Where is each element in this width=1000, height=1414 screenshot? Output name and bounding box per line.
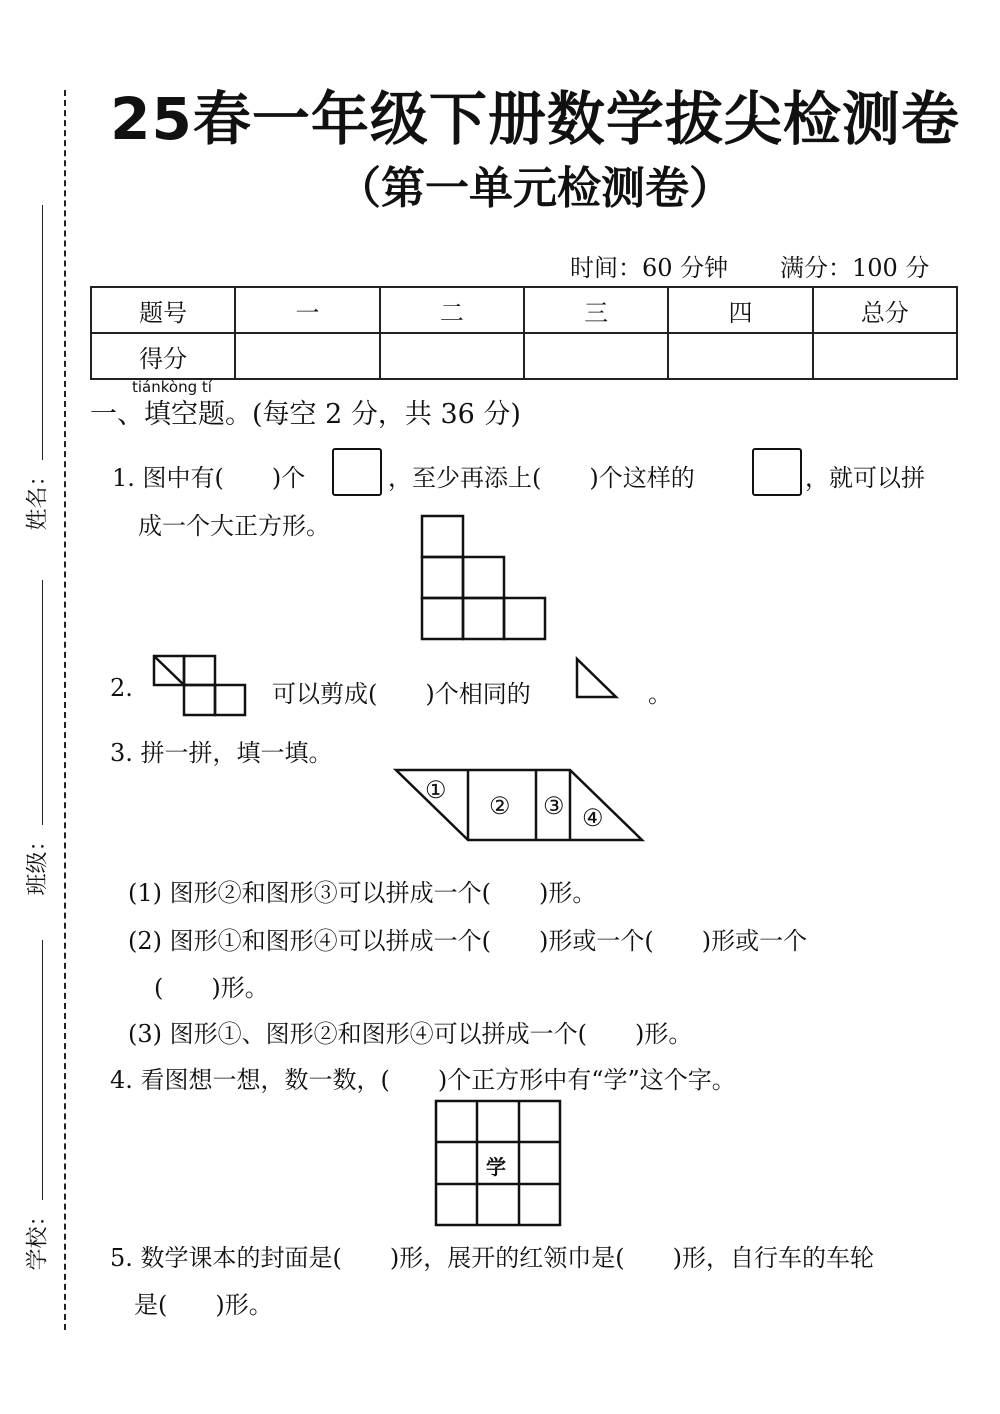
triangle-icon — [574, 656, 622, 700]
score-table-header-row — [91, 287, 957, 333]
school-label: 学校： — [25, 1204, 51, 1271]
header-cell: 四 — [668, 287, 812, 333]
q1-text-line2: 成一个大正方形。 — [138, 512, 330, 540]
q5-line2: 是( )形。 — [134, 1291, 273, 1319]
q3-sub1: (1) 图形②和图形③可以拼成一个( )形。 — [128, 879, 597, 907]
header-cell: 二 — [380, 287, 524, 333]
binding-dashed-line — [64, 90, 66, 1330]
score-input-cell[interactable] — [813, 333, 957, 379]
exam-time: 时间：60 分钟 — [570, 254, 729, 282]
q4-text: 4. 看图想一想，数一数，( )个正方形中有“学”这个字。 — [110, 1066, 736, 1094]
shape-label-2: ② — [489, 792, 511, 820]
grid-center-char: 学 — [486, 1155, 506, 1179]
staircase-squares-figure — [422, 516, 552, 646]
full-score: 满分：100 分 — [780, 254, 930, 282]
row-label-cell: 得分 — [91, 333, 235, 379]
name-write-line — [42, 205, 43, 460]
class-write-line — [42, 580, 43, 825]
square-icon — [752, 448, 802, 496]
name-label: 姓名： — [25, 464, 51, 531]
q2-number: 2. — [110, 674, 133, 702]
class-label: 班级： — [25, 829, 51, 896]
header-cell: 三 — [524, 287, 668, 333]
score-input-cell[interactable] — [668, 333, 812, 379]
page-subtitle: （第一单元检测卷） — [337, 163, 733, 214]
page-title: 25春一年级下册数学拔尖检测卷 — [110, 85, 960, 153]
q1-text-c: ，就可以拼 — [805, 464, 925, 492]
score-input-cell[interactable] — [380, 333, 524, 379]
q3-sub3: (3) 图形①、图形②和图形④可以拼成一个( )形。 — [128, 1020, 693, 1048]
shape-label-1: ① — [425, 776, 447, 804]
q2-text-b: 。 — [648, 680, 672, 708]
q1-text-b: ，至少再添上( )个这样的 — [388, 464, 695, 492]
q3-heading: 3. 拼一拼，填一填。 — [110, 739, 333, 767]
q2-text-a: 可以剪成( )个相同的 — [272, 680, 531, 708]
q3-sub2-cont: ( )形。 — [154, 974, 269, 1002]
q5-line1: 5. 数学课本的封面是( )形，展开的红领巾是( )形，自行车的车轮 — [110, 1244, 874, 1272]
header-cell: 总分 — [813, 287, 957, 333]
header-cell: 题号 — [91, 287, 235, 333]
score-table — [90, 286, 958, 380]
shape-label-4: ④ — [582, 804, 604, 832]
section-heading: 一、填空题。(每空 2 分，共 36 分) — [90, 399, 521, 430]
cut-paper-figure — [154, 654, 249, 719]
school-write-line — [42, 940, 43, 1200]
q1-text-a: 1. 图中有( )个 — [112, 464, 306, 492]
shape-label-3: ③ — [543, 792, 565, 820]
score-input-cell[interactable] — [524, 333, 668, 379]
q3-sub2: (2) 图形①和图形④可以拼成一个( )形或一个( )形或一个 — [128, 927, 808, 955]
score-table-score-row — [91, 333, 957, 379]
header-cell: 一 — [235, 287, 379, 333]
square-icon — [332, 448, 382, 496]
score-input-cell[interactable] — [235, 333, 379, 379]
section-pinyin: tiánkòng tí — [132, 378, 212, 396]
